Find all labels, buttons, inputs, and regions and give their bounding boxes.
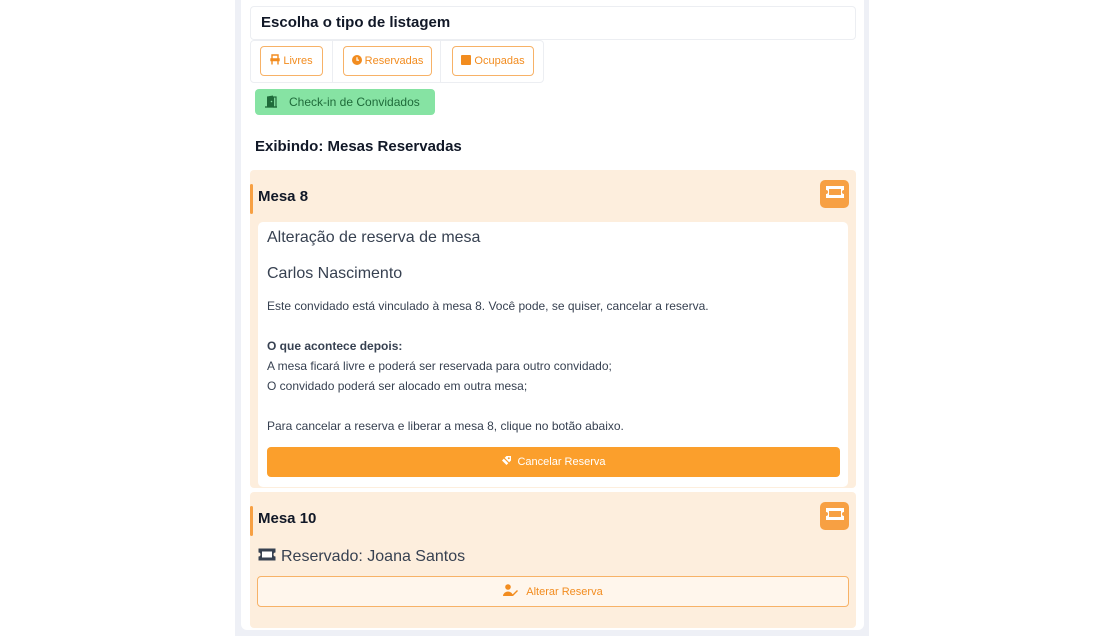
square-icon xyxy=(461,55,471,68)
ticket-icon xyxy=(825,507,845,526)
panel-heading: Alteração de reserva de mesa xyxy=(267,229,481,246)
filter-livres-label: Livres xyxy=(283,55,313,67)
panel-after-title: O que acontece depois: xyxy=(267,339,403,353)
panel-after-item-1: A mesa ficará livre e poderá ser reservada para outro convidado; xyxy=(267,359,612,373)
filter-reservadas-button[interactable] xyxy=(343,46,432,76)
checkin-button[interactable] xyxy=(255,89,435,115)
filter-cell-livres xyxy=(251,41,333,82)
filter-reservadas-label: Reservadas xyxy=(364,55,424,67)
cancel-reservation-button[interactable] xyxy=(267,447,840,477)
panel-instruction: Para cancelar a reserva e liberar a mesa 8, clique no botão abaixo. xyxy=(267,419,624,433)
card-accent-bar xyxy=(250,506,253,536)
ticket-icon xyxy=(258,548,276,566)
table-card-mesa-10 xyxy=(250,492,856,628)
tag-off-icon xyxy=(501,455,512,469)
panel-after-item-2: O convidado poderá ser alocado em outra mesa; xyxy=(267,379,528,393)
table-title: Mesa 8 xyxy=(258,188,309,205)
filter-ocupadas-label: Ocupadas xyxy=(474,55,525,67)
listing-filters xyxy=(250,40,544,83)
door-icon xyxy=(264,95,278,111)
ticket-badge xyxy=(820,180,849,208)
reserved-status xyxy=(258,548,465,566)
filter-cell-reservadas xyxy=(333,41,441,82)
listing-type-heading: Escolha o tipo de listagem xyxy=(261,14,451,31)
card-accent-bar xyxy=(250,184,253,214)
reserved-text: Reservado: Joana Santos xyxy=(281,548,466,565)
filter-cell-ocupadas xyxy=(441,41,543,82)
showing-heading: Exibindo: Mesas Reservadas xyxy=(255,138,462,155)
filter-ocupadas-button[interactable] xyxy=(452,46,534,76)
alter-reservation-button[interactable] xyxy=(257,576,849,607)
ticket-icon xyxy=(825,185,845,204)
table-title: Mesa 10 xyxy=(258,510,317,527)
chair-icon xyxy=(270,54,280,68)
reservation-change-panel xyxy=(258,222,848,487)
listing-type-box xyxy=(250,6,856,40)
clock-icon xyxy=(352,55,362,68)
user-edit-icon xyxy=(503,584,518,599)
alter-reservation-label: Alterar Reserva xyxy=(526,585,603,598)
guest-name: Carlos Nascimento xyxy=(267,265,403,282)
checkin-label: Check-in de Convidados xyxy=(289,95,420,109)
cancel-reservation-label: Cancelar Reserva xyxy=(517,456,606,468)
ticket-badge xyxy=(820,502,849,530)
panel-intro: Este convidado está vinculado à mesa 8. Você pode, se quiser, cancelar a reserva. xyxy=(267,299,709,313)
filter-livres-button[interactable] xyxy=(260,46,323,76)
table-card-mesa-8 xyxy=(250,170,856,488)
